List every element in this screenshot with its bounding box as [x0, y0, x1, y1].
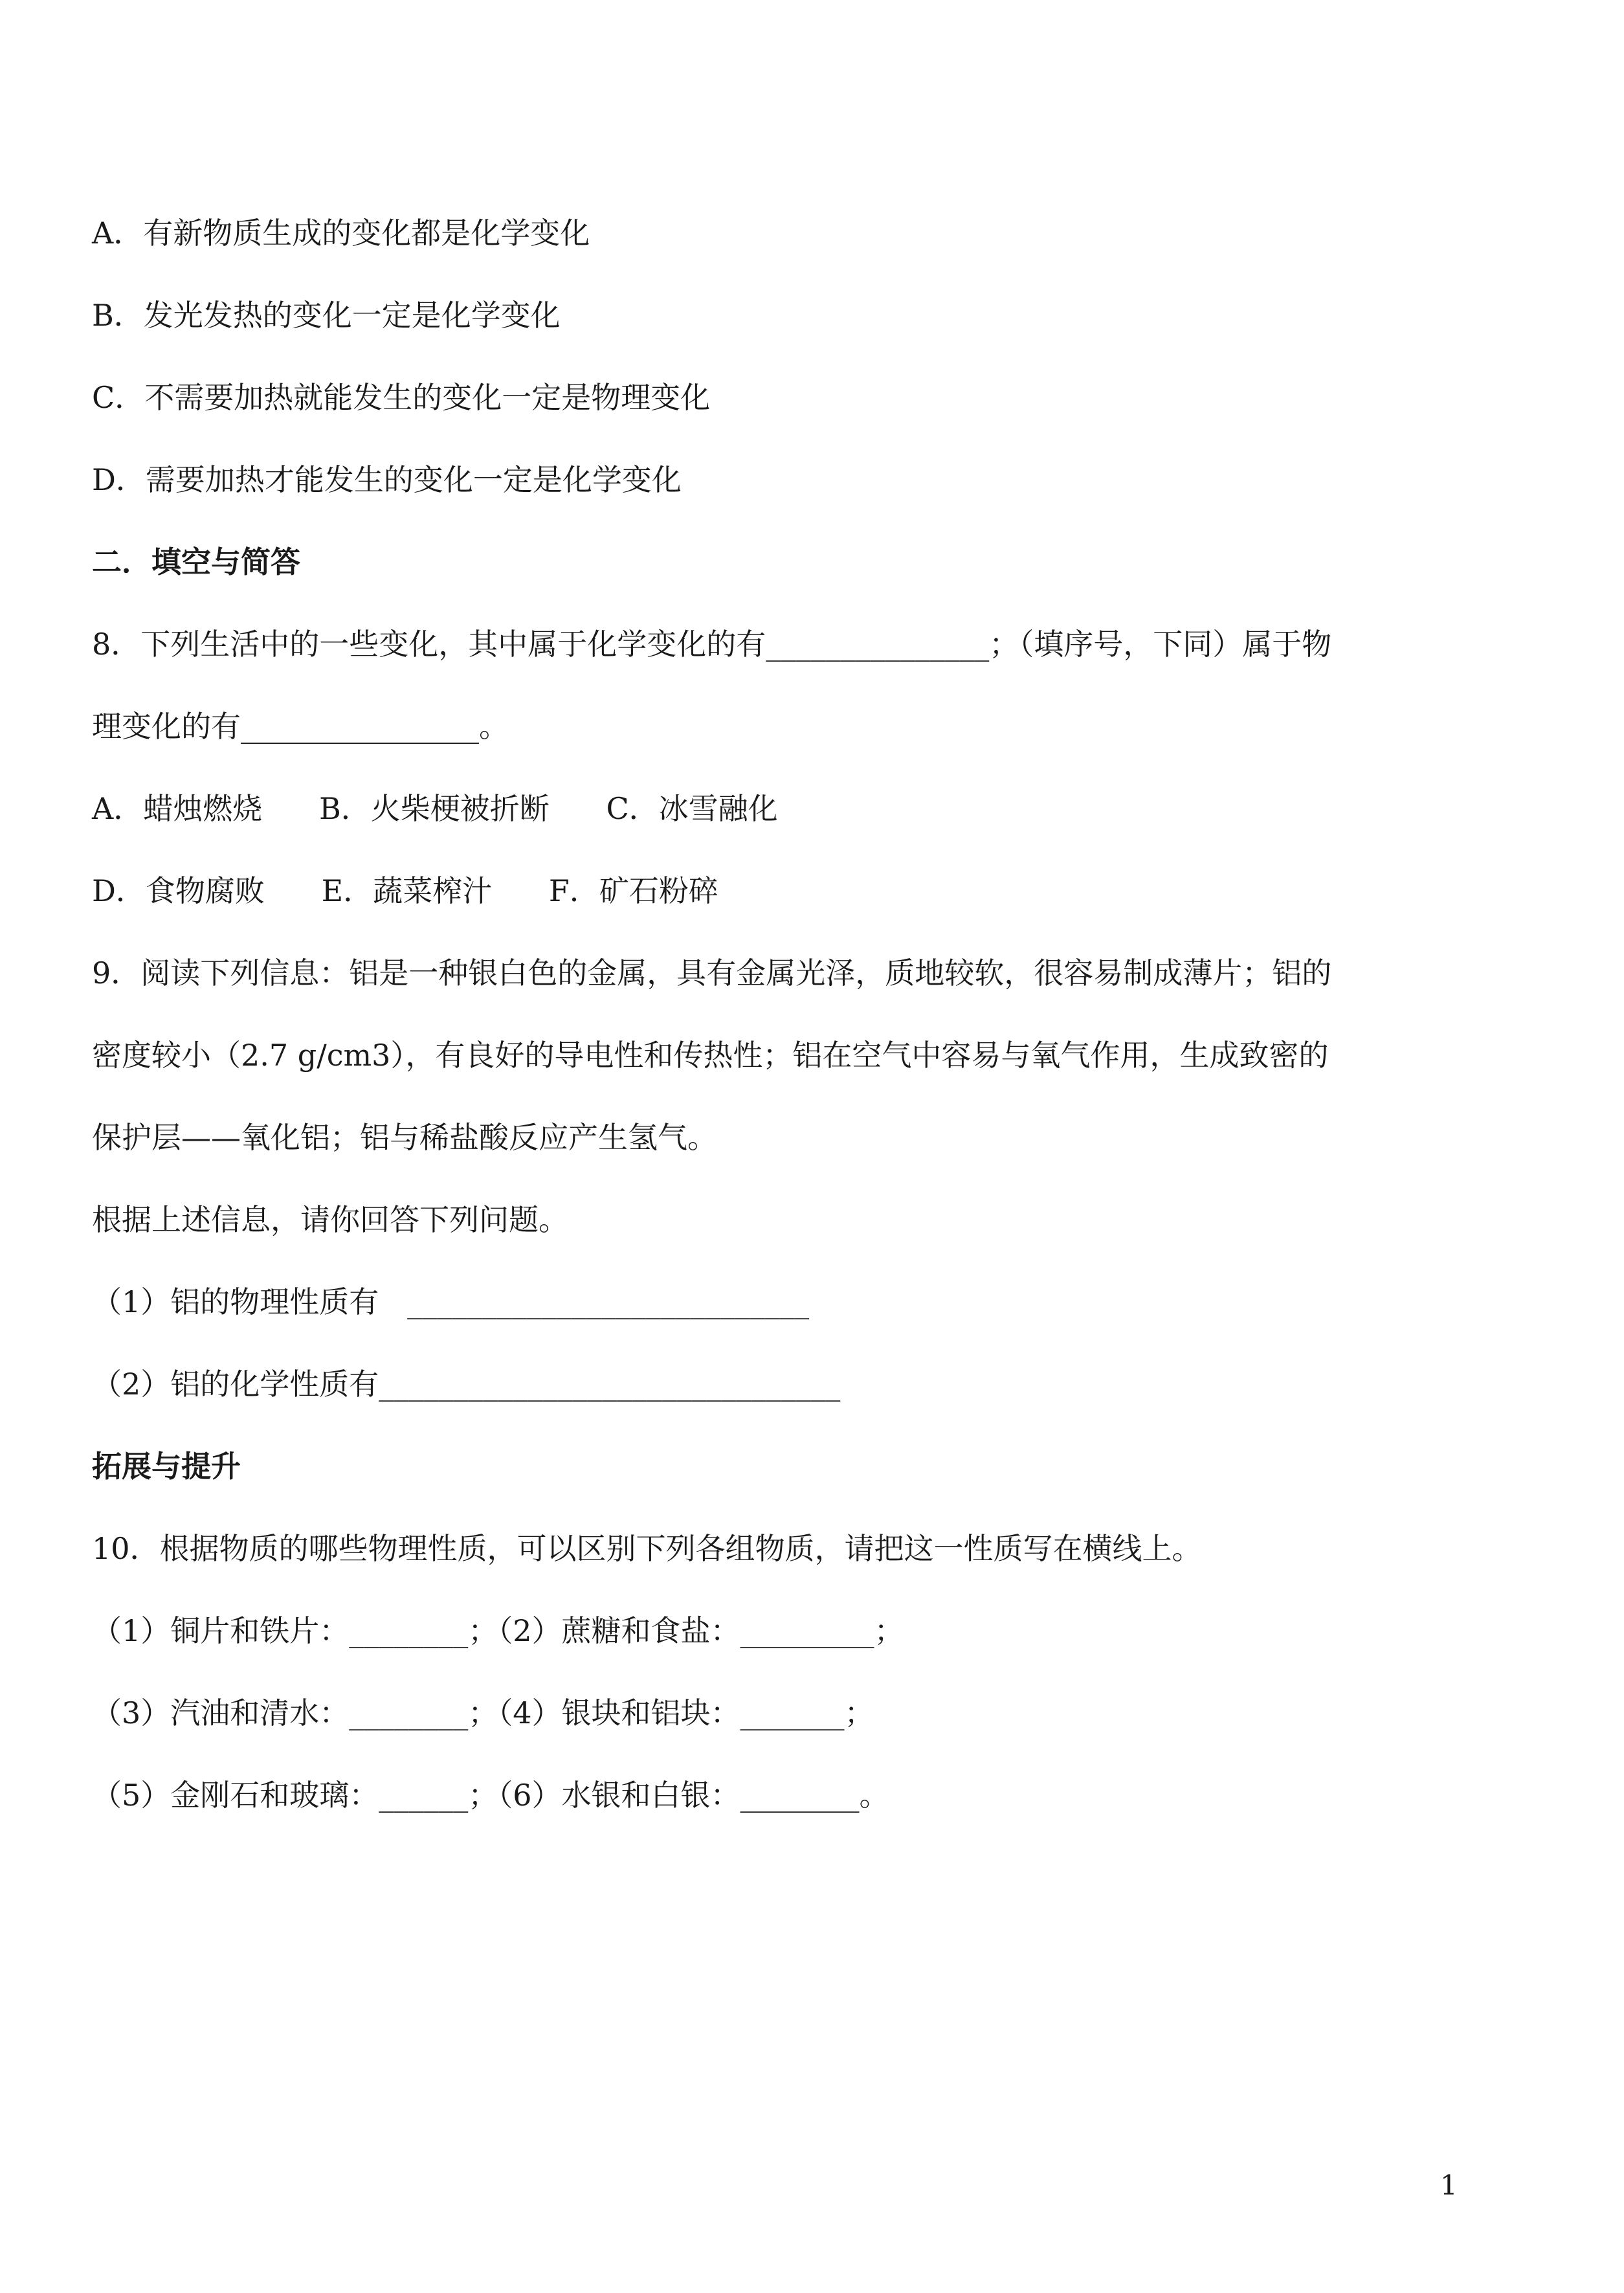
- section-title-fill-in: 二．填空与简答: [92, 544, 300, 579]
- q8-stem-line1: 8．下列生活中的一些变化，其中属于化学变化的有_______________；（填序号，下同）属于物: [92, 627, 1332, 662]
- q8-options-line2: D．食物腐败 E．蔬菜榨汁 F．矿石粉碎: [92, 873, 718, 908]
- q9-text-line1: 9．阅读下列信息：铝是一种银白色的金属，具有金属光泽，质地较软，很容易制成薄片；铝的: [92, 956, 1332, 990]
- q9-text-line3: 保护层——氧化铝；铝与稀盐酸反应产生氢气。: [92, 1120, 717, 1155]
- q9-sub-question-2: （2）铝的化学性质有_______________________________: [92, 1367, 841, 1402]
- page-number: 1: [1440, 2169, 1458, 2201]
- q10-row-1: （1）铜片和铁片：________；（2）蔗糖和食盐：_________；: [92, 1613, 904, 1648]
- q10-row-2: （3）汽油和清水：________；（4）银块和铝块：_______；: [92, 1695, 874, 1730]
- q8-options-line1: A．蜡烛燃烧 B．火柴梗被折断 C．冰雪融化: [92, 791, 778, 826]
- q9-sub-question-1: （1）铝的物理性质有 ___________________________: [92, 1284, 810, 1319]
- q10-stem: 10．根据物质的哪些物理性质，可以区别下列各组物质，请把这一性质写在横线上。: [92, 1531, 1202, 1566]
- section-title-extension: 拓展与提升: [92, 1449, 241, 1484]
- q9-text-line4: 根据上述信息，请你回答下列问题。: [92, 1202, 568, 1237]
- q8-stem-line2: 理变化的有________________。: [92, 709, 509, 744]
- q10-row-3: （5）金刚石和玻璃：______；（6）水银和白银：________。: [92, 1778, 889, 1813]
- q7-option-a: A．有新物质生成的变化都是化学变化: [92, 216, 590, 251]
- q7-option-c: C．不需要加热就能发生的变化一定是物理变化: [92, 380, 711, 415]
- q7-option-b: B．发光发热的变化一定是化学变化: [92, 298, 561, 333]
- q7-option-d: D．需要加热才能发生的变化一定是化学变化: [92, 462, 682, 497]
- q9-text-line2: 密度较小（2.7 g/cm3），有良好的导电性和传热性；铝在空气中容易与氧气作用，生成致密的: [92, 1038, 1329, 1073]
